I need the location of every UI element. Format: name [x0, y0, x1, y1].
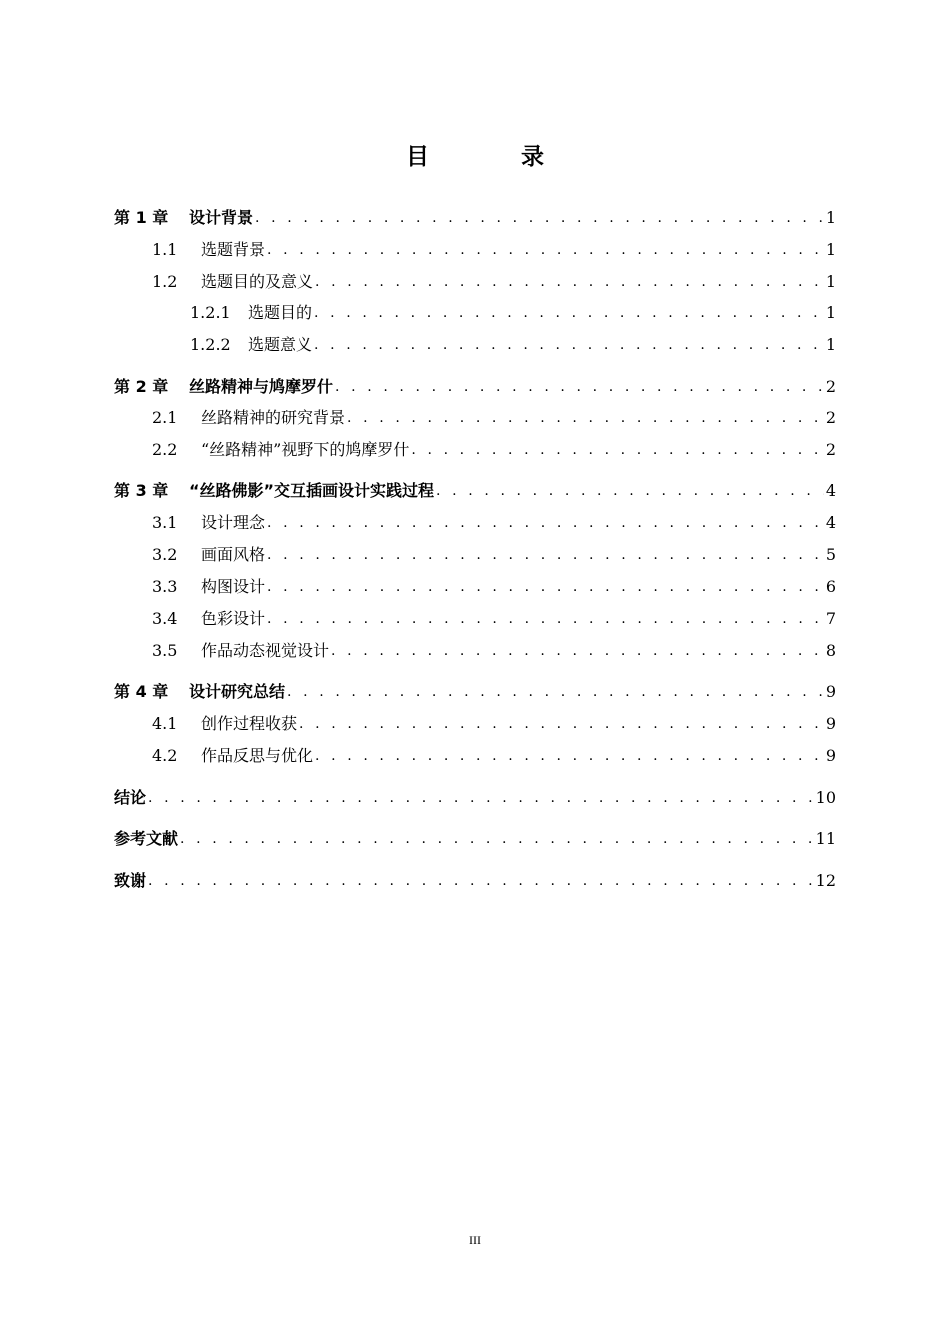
toc-entry-title: 创作过程收获	[201, 714, 298, 733]
dot-leader	[436, 479, 824, 503]
toc-entry-title: 色彩设计	[201, 609, 266, 628]
toc-entry-number: 第 1 章	[114, 208, 169, 227]
toc-entry-number: 4.2	[152, 746, 178, 765]
toc-entry-title: 致谢	[114, 871, 147, 890]
toc-entry-page: 10	[815, 788, 836, 807]
toc-entry-section-3-4[interactable]	[152, 607, 836, 631]
toc-entry-number: 1.2	[152, 272, 178, 291]
toc-entry-chapter-3[interactable]	[114, 479, 836, 503]
toc-entry-title: 选题背景	[201, 240, 266, 259]
dot-leader	[335, 375, 824, 399]
toc-entry-page: 1	[825, 240, 836, 259]
toc-entry-number: 3.5	[152, 641, 178, 660]
toc-entry-page: 4	[825, 481, 836, 500]
toc-entry-chapter-4[interactable]	[114, 680, 836, 704]
toc-entry-title: “丝路佛影”交互插画设计实践过程	[189, 481, 435, 500]
dot-leader	[315, 270, 824, 294]
toc-entry-number: 1.2.2	[190, 335, 231, 354]
toc-entry-title: 画面风格	[201, 545, 266, 564]
dot-leader	[314, 333, 824, 357]
toc-entry-acknowledgements[interactable]	[114, 869, 836, 893]
toc-entry-references[interactable]	[114, 827, 836, 851]
dot-leader	[255, 206, 824, 230]
dot-leader	[267, 511, 824, 535]
toc-entry-number: 1.1	[152, 240, 178, 259]
toc-entry-title: 参考文献	[114, 829, 179, 848]
dot-leader	[148, 786, 814, 810]
toc-entry-page: 7	[825, 609, 836, 628]
toc-entry-page: 1	[825, 272, 836, 291]
page-title: 目 录	[405, 144, 586, 170]
toc-entry-chapter-1[interactable]	[114, 206, 836, 230]
toc-entry-title: 作品动态视觉设计	[201, 641, 330, 660]
toc-entry-conclusion[interactable]	[114, 786, 836, 810]
toc-entry-section-3-2[interactable]	[152, 543, 836, 567]
toc-entry-number: 3.2	[152, 545, 178, 564]
dot-leader	[347, 406, 824, 430]
dot-leader	[267, 238, 824, 262]
toc-entry-page: 9	[825, 682, 836, 701]
toc-entry-section-2-2[interactable]	[152, 438, 836, 462]
dot-leader	[411, 438, 823, 462]
page-number-footer: III	[469, 1233, 481, 1247]
toc-entry-title: 选题意义	[248, 335, 313, 354]
toc-entry-page: 6	[825, 577, 836, 596]
toc-entry-section-1-1[interactable]	[152, 238, 836, 262]
toc-entry-number: 3.3	[152, 577, 178, 596]
dot-leader	[267, 607, 824, 631]
toc-entry-title: 丝路精神与鸠摩罗什	[189, 377, 334, 396]
toc-entry-title: 构图设计	[201, 577, 266, 596]
dot-leader	[267, 575, 824, 599]
toc-entry-number: 第 2 章	[114, 377, 169, 396]
toc-entry-title: 作品反思与优化	[201, 746, 314, 765]
toc-entry-title: “丝路精神”视野下的鸠摩罗什	[201, 440, 410, 459]
toc-entry-page: 5	[825, 545, 836, 564]
toc-entry-number: 3.4	[152, 609, 178, 628]
toc-entry-title: 设计背景	[189, 208, 254, 227]
toc-entry-title: 丝路精神的研究背景	[201, 408, 346, 427]
toc-entry-number: 第 4 章	[114, 682, 169, 701]
toc-entry-title: 设计理念	[201, 513, 266, 532]
dot-leader	[267, 543, 824, 567]
toc-entry-page: 1	[825, 303, 836, 322]
dot-leader	[287, 680, 824, 704]
toc-entry-page: 9	[825, 714, 836, 733]
toc-entry-number: 2.2	[152, 440, 178, 459]
dot-leader	[299, 712, 824, 736]
toc-entry-section-3-5[interactable]	[152, 639, 836, 663]
toc-entry-page: 4	[825, 513, 836, 532]
toc-entry-page: 1	[825, 335, 836, 354]
toc-entry-number: 1.2.1	[190, 303, 231, 322]
toc-entry-number: 第 3 章	[114, 481, 169, 500]
toc-entry-section-3-3[interactable]	[152, 575, 836, 599]
toc-entry-title: 结论	[114, 788, 147, 807]
toc-entry-section-2-1[interactable]	[152, 406, 836, 430]
toc-entry-page: 12	[815, 871, 836, 890]
toc-entry-section-1-2[interactable]	[152, 270, 836, 294]
toc-entry-section-4-1[interactable]	[152, 712, 836, 736]
toc-entry-page: 2	[825, 408, 836, 427]
toc-entry-number: 2.1	[152, 408, 178, 427]
toc-entry-subsection-1-2-2[interactable]	[190, 333, 836, 357]
toc-entry-page: 11	[815, 829, 836, 848]
dot-leader	[180, 827, 814, 851]
toc-entry-page: 8	[825, 641, 836, 660]
dot-leader	[314, 301, 824, 325]
dot-leader	[331, 639, 824, 663]
toc-entry-number: 4.1	[152, 714, 178, 733]
toc-entry-section-3-1[interactable]	[152, 511, 836, 535]
toc-entry-chapter-2[interactable]	[114, 375, 836, 399]
toc-entry-title: 选题目的	[248, 303, 313, 322]
toc-entry-page: 1	[825, 208, 836, 227]
toc-entry-number: 3.1	[152, 513, 178, 532]
toc-entry-page: 2	[825, 377, 836, 396]
dot-leader	[315, 744, 824, 768]
toc-entry-section-4-2[interactable]	[152, 744, 836, 768]
toc-entry-subsection-1-2-1[interactable]	[190, 301, 836, 325]
toc-entry-title: 选题目的及意义	[201, 272, 314, 291]
toc-entry-page: 2	[825, 440, 836, 459]
dot-leader	[148, 869, 814, 893]
toc-entry-title: 设计研究总结	[189, 682, 286, 701]
toc-entry-page: 9	[825, 746, 836, 765]
